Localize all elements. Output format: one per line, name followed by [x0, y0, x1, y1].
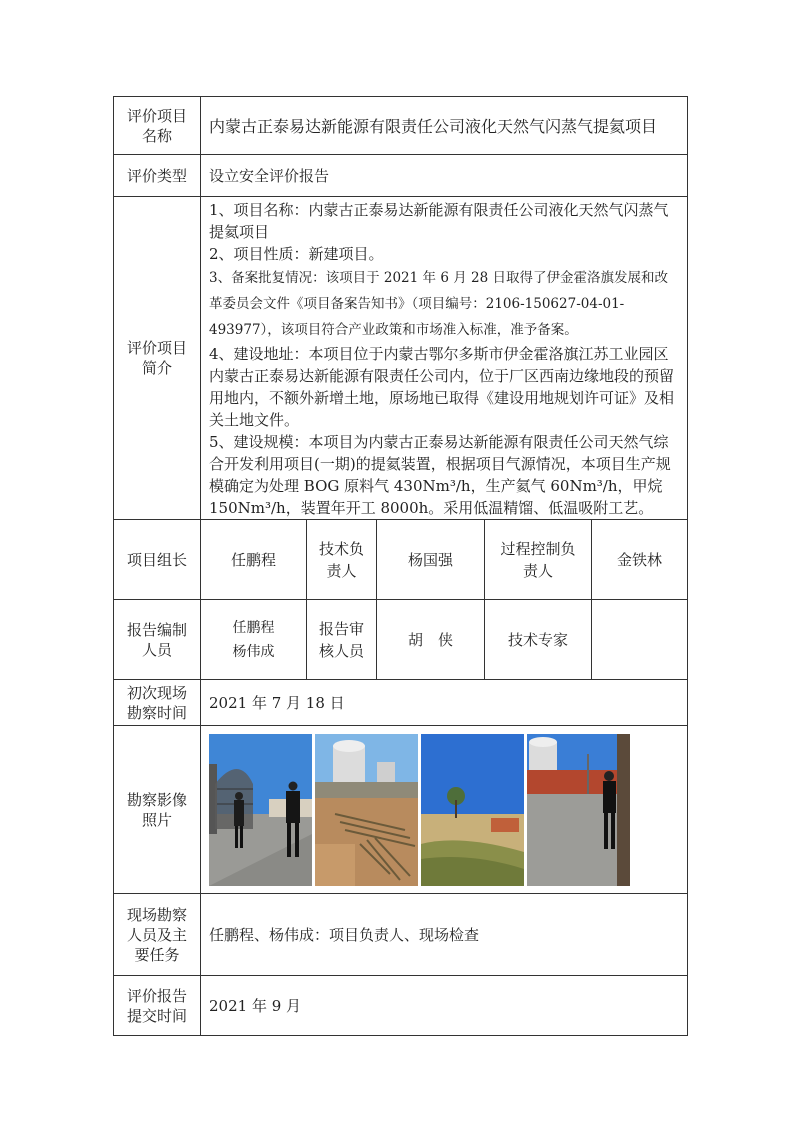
- project-name-label: 评价项目 名称: [114, 97, 201, 155]
- survey-time-label: 初次现场 勘察时间: [114, 680, 201, 726]
- evaluation-info-table: [113, 96, 688, 1036]
- expert-label: 技术专家: [485, 600, 592, 680]
- row-photos: [114, 726, 688, 894]
- intro-label: 评价项目 简介: [114, 197, 201, 520]
- intro-item-nature: 2、项目性质：新建项目。: [209, 245, 384, 263]
- photos-label: 勘察影像 照片: [114, 726, 201, 894]
- eval-type-value: 设立安全评价报告: [201, 155, 688, 197]
- row-survey-staff: [114, 894, 688, 976]
- site-photo-gate: [209, 734, 312, 886]
- leader-value: 任鹏程: [201, 520, 307, 600]
- intro-item-name: 1、项目名称：内蒙古正泰易达新能源有限责任公司液化天然气闪蒸气提氦项目: [209, 201, 669, 241]
- eval-type-label: 评价类型: [114, 155, 201, 197]
- survey-staff-value: 任鹏程、杨伟成：项目负责人、现场检查: [201, 894, 688, 976]
- row-authors: [114, 600, 688, 680]
- review-label: 报告审 核人员: [307, 600, 377, 680]
- process-value: 金铁林: [592, 520, 688, 600]
- survey-staff-label: 现场勘察 人员及主 要任务: [114, 894, 201, 976]
- tech-label: 技术负 责人: [307, 520, 377, 600]
- submit-time-value: 2021 年 9 月: [201, 976, 688, 1036]
- intro-item-address: 4、建设地址：本项目位于内蒙古鄂尔多斯市伊金霍洛旗江苏工业园区内蒙古正泰易达新能源有限责任公司内，位于厂区西南边缘地段的预留用地内，不额外新增土地，原场地已取得《建设用地规划许可证》及相关土地文件。: [209, 345, 675, 429]
- submit-time-label: 评价报告 提交时间: [114, 976, 201, 1036]
- intro-item-approval: 3、备案批复情况：该项目于 2021 年 6 月 28 日取得了伊金霍洛旗发展和改革委员会文件《项目备案告知书》（项目编号：2106-150627-04-01-493977），该项目符合产业政策和市场准入标准，准予备案。: [209, 270, 668, 338]
- expert-value: [592, 600, 688, 680]
- project-name-value: 内蒙古正泰易达新能源有限责任公司液化天然气闪蒸气提氦项目: [201, 97, 688, 155]
- photos-cell: [201, 726, 688, 894]
- row-project-name: [114, 97, 688, 155]
- row-submit-time: [114, 976, 688, 1036]
- authors-value: 任鹏程 杨伟成: [201, 600, 307, 680]
- row-intro: [114, 197, 688, 520]
- row-team: [114, 520, 688, 600]
- intro-item-scale: 5、建设规模：本项目为内蒙古正泰易达新能源有限责任公司天然气综合开发利用项目(一期)的提氦装置，根据项目气源情况，本项目生产规模确定为处理 BOG 原料气 430Nm³/h，生产氦气 60Nm³/h，甲烷 150Nm³/h，装置年开工 8000h。采用低温精馏、低温吸附工艺。: [209, 433, 671, 517]
- site-photo-field: [421, 734, 524, 886]
- survey-time-value: 2021 年 7 月 18 日: [201, 680, 688, 726]
- process-label: 过程控制负 责人: [485, 520, 592, 600]
- tech-value: 杨国强: [377, 520, 485, 600]
- row-eval-type: [114, 155, 688, 197]
- row-survey-time: [114, 680, 688, 726]
- intro-text: [201, 197, 688, 520]
- leader-label: 项目组长: [114, 520, 201, 600]
- site-photo-tanks: [315, 734, 418, 886]
- site-photo-worker: [527, 734, 630, 886]
- authors-label: 报告编制 人员: [114, 600, 201, 680]
- reviewer-value: 胡 侠: [377, 600, 485, 680]
